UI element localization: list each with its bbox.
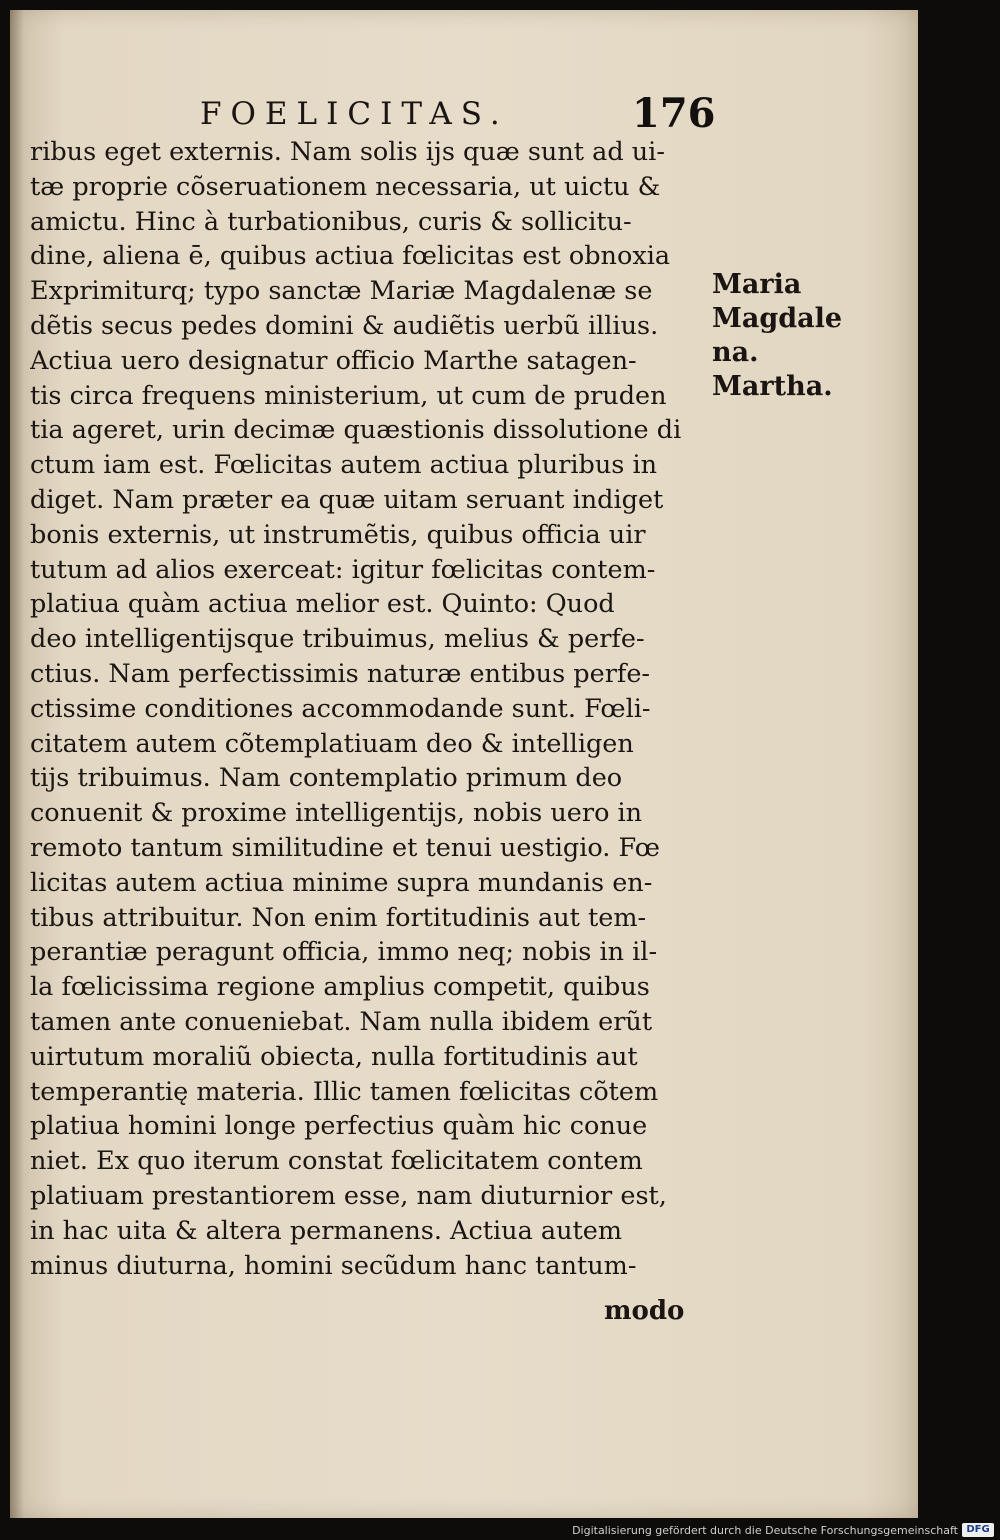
text-line: dẽtis secus pedes domini & audiẽtis uerbũ illius. (30, 310, 659, 341)
text-line: tæ proprie cõseruationem necessaria, ut uictu & (30, 171, 661, 202)
text-line: tibus attribuitur. Non enim fortitudinis aut tem- (30, 902, 647, 933)
text-line: Exprimiturq; typo sanctæ Mariæ Magdalenæ se (30, 276, 653, 307)
text-line: temperantię materia. Illic tamen fœlicitas cõtem (30, 1076, 659, 1107)
text-line: remoto tantum similitudine et tenui uestigio. Fœ (30, 832, 661, 863)
text-line: dine, aliena ē, quibus actiua fœlicitas est obnoxia (30, 241, 671, 272)
text-line: la fœlicissima regione amplius competit, quibus (30, 972, 650, 1003)
text-line: ctius. Nam perfectissimis naturæ entibus perfe- (30, 658, 651, 689)
text-line: ctissime conditiones accommodande sunt. Fœli- (30, 693, 651, 724)
text-line: Actiua uero designatur officio Marthe satagen- (30, 345, 637, 376)
digitization-credit: Digitalisierung gefördert durch die Deutsche Forschungsgemeinschaft (572, 1524, 958, 1537)
text-line: deo intelligentijsque tribuimus, melius & perfe- (30, 624, 645, 655)
text-line: tamen ante conueniebat. Nam nulla ibidem erũt (30, 1006, 653, 1037)
text-line: licitas autem actiua minime supra mundanis en- (30, 867, 653, 898)
page-gutter-shadow (10, 10, 24, 1518)
catchword: modo (604, 1296, 685, 1326)
text-line: tutum ad alios exerceat: igitur fœlicitas contem- (30, 554, 656, 585)
marginal-note: Maria (712, 269, 802, 300)
text-line: conuenit & proxime intelligentijs, nobis uero in (30, 798, 643, 829)
text-line: citatem autem cõtemplatiuam deo & intelligen (30, 728, 634, 759)
text-line: platiua homini longe perfectius quàm hic conue (30, 1111, 648, 1142)
text-line: amictu. Hinc à turbationibus, curis & sollicitu- (30, 206, 632, 237)
text-line: bonis externis, ut instrumẽtis, quibus officia uir (30, 519, 646, 550)
text-line: tis circa frequens ministerium, ut cum de pruden (30, 380, 667, 411)
text-line: ctum iam est. Fœlicitas autem actiua pluribus in (30, 450, 658, 481)
text-line: uirtutum moraliũ obiecta, nulla fortitudinis aut (30, 1041, 638, 1072)
marginal-note: na. (712, 337, 759, 368)
marginal-note: Magdale (712, 303, 843, 334)
text-line: niet. Ex quo iterum constat fœlicitatem contem (30, 1146, 643, 1177)
text-line: ribus eget externis. Nam solis ijs quæ sunt ad ui- (30, 137, 665, 167)
text-line: diget. Nam præter ea quæ uitam seruant indiget (30, 484, 664, 515)
marginal-note: Martha. (712, 371, 833, 402)
text-line: tijs tribuimus. Nam contemplatio primum deo (30, 763, 623, 794)
dfg-logo: DFG (962, 1523, 994, 1537)
text-line: platiua quàm actiua melior est. Quinto: Quod (30, 589, 615, 620)
text-line: tia ageret, urin decimæ quæstionis dissolutione di (30, 415, 682, 446)
text-line: perantiæ peragunt officia, immo neq; nobis in il- (30, 937, 658, 968)
text-line: minus diuturna, homini secũdum hanc tantum- (30, 1250, 637, 1281)
text-line: platiuam prestantiorem esse, nam diuturnior est, (30, 1180, 667, 1211)
main-text-block (30, 135, 710, 1283)
page-number: 176 (632, 90, 716, 137)
running-title: FOELICITAS. (200, 96, 509, 132)
text-line: in hac uita & altera permanens. Actiua autem (30, 1215, 623, 1246)
marginalia (712, 268, 842, 404)
